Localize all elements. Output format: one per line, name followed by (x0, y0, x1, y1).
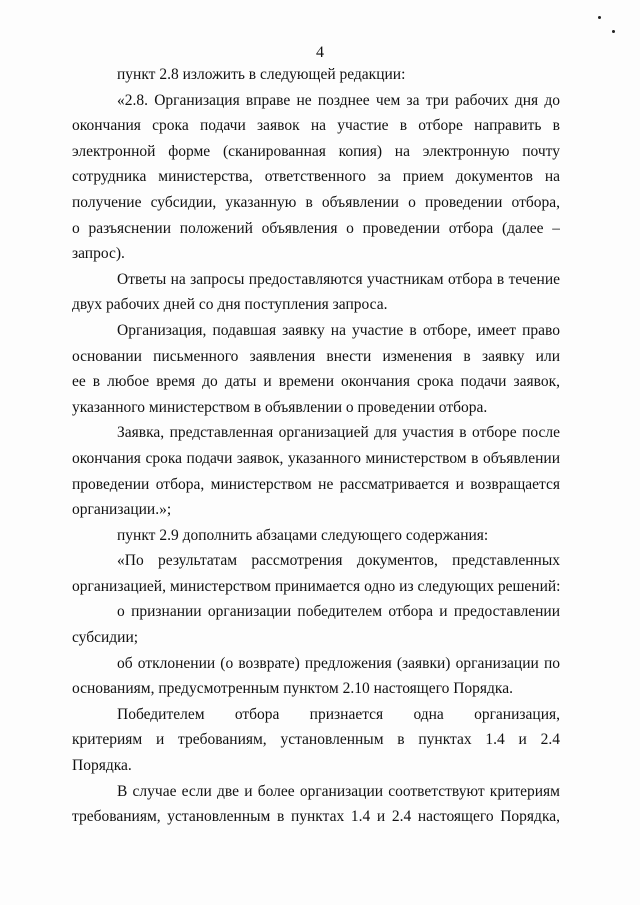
text-line: двух рабочих дней со дня поступления запроса. (72, 296, 388, 314)
text-line: основании письменного заявления внести изменения в заявку или (72, 347, 560, 365)
text-line: получение субсидии, указанную в объявлении о проведении отбора, (72, 193, 560, 211)
text-line: сотрудника министерства, ответственного за прием документов на (72, 168, 560, 186)
text-line: ее в любое время до даты и времени окончания срока подачи заявок, (72, 373, 560, 391)
text-line: Порядка. (72, 757, 132, 775)
text-line: основаниям, предусмотренным пунктом 2.10 настоящего Порядка. (72, 680, 513, 698)
document-body (72, 62, 560, 830)
text-line: «По результатам рассмотрения документов, представленных (117, 552, 560, 570)
text-line: организации.»; (72, 501, 172, 519)
scan-artifact-mark (598, 16, 601, 19)
text-line: Победителем отбора признается одна организация, (117, 705, 560, 723)
page-number: 4 (316, 44, 324, 61)
text-line: пункт 2.8 изложить в следующей редакции: (117, 66, 406, 83)
text-line: окончания срока подачи заявок, указанного министерством в объявлении (72, 449, 560, 467)
text-line: Заявка, представленная организацией для участия в отборе после (117, 424, 560, 442)
text-line: запрос). (72, 245, 125, 263)
text-line: указанного министерством в объявлении о проведении отбора. (72, 398, 488, 416)
text-line: окончания срока подачи заявок на участие в отборе направить в (72, 117, 560, 135)
text-line: Организация, подавшая заявку на участие в отборе, имеет право (117, 321, 560, 339)
text-line: Ответы на запросы предоставляются участникам отбора в течение (117, 270, 560, 288)
text-line: об отклонении (о возврате) предложения (заявки) организации по (117, 654, 560, 672)
text-line: В случае если две и более организации соответствуют критериям (117, 782, 560, 800)
text-line: требованиям, установленным в пунктах 1.4 и 2.4 настоящего Порядка, (72, 808, 560, 826)
text-line: «2.8. Организация вправе не позднее чем за три рабочих дня до (117, 91, 560, 109)
text-line: субсидии; (72, 629, 139, 647)
text-line: о признании организации победителем отбора и предоставлении (117, 603, 560, 621)
text-line: проведении отбора, министерством не рассматривается и возвращается (72, 475, 560, 493)
text-line: организацией, министерством принимается одно из следующих решений: (72, 577, 560, 595)
text-line: пункт 2.9 дополнить абзацами следующего содержания: (117, 526, 489, 544)
scan-artifact-mark (612, 30, 615, 33)
text-line: о разъяснении положений объявления о проведении отбора (далее – (72, 219, 560, 237)
text-line: электронной форме (сканированная копия) на электронную почту (72, 142, 560, 160)
text-line: критериям и требованиям, установленным в пунктах 1.4 и 2.4 (72, 731, 560, 749)
